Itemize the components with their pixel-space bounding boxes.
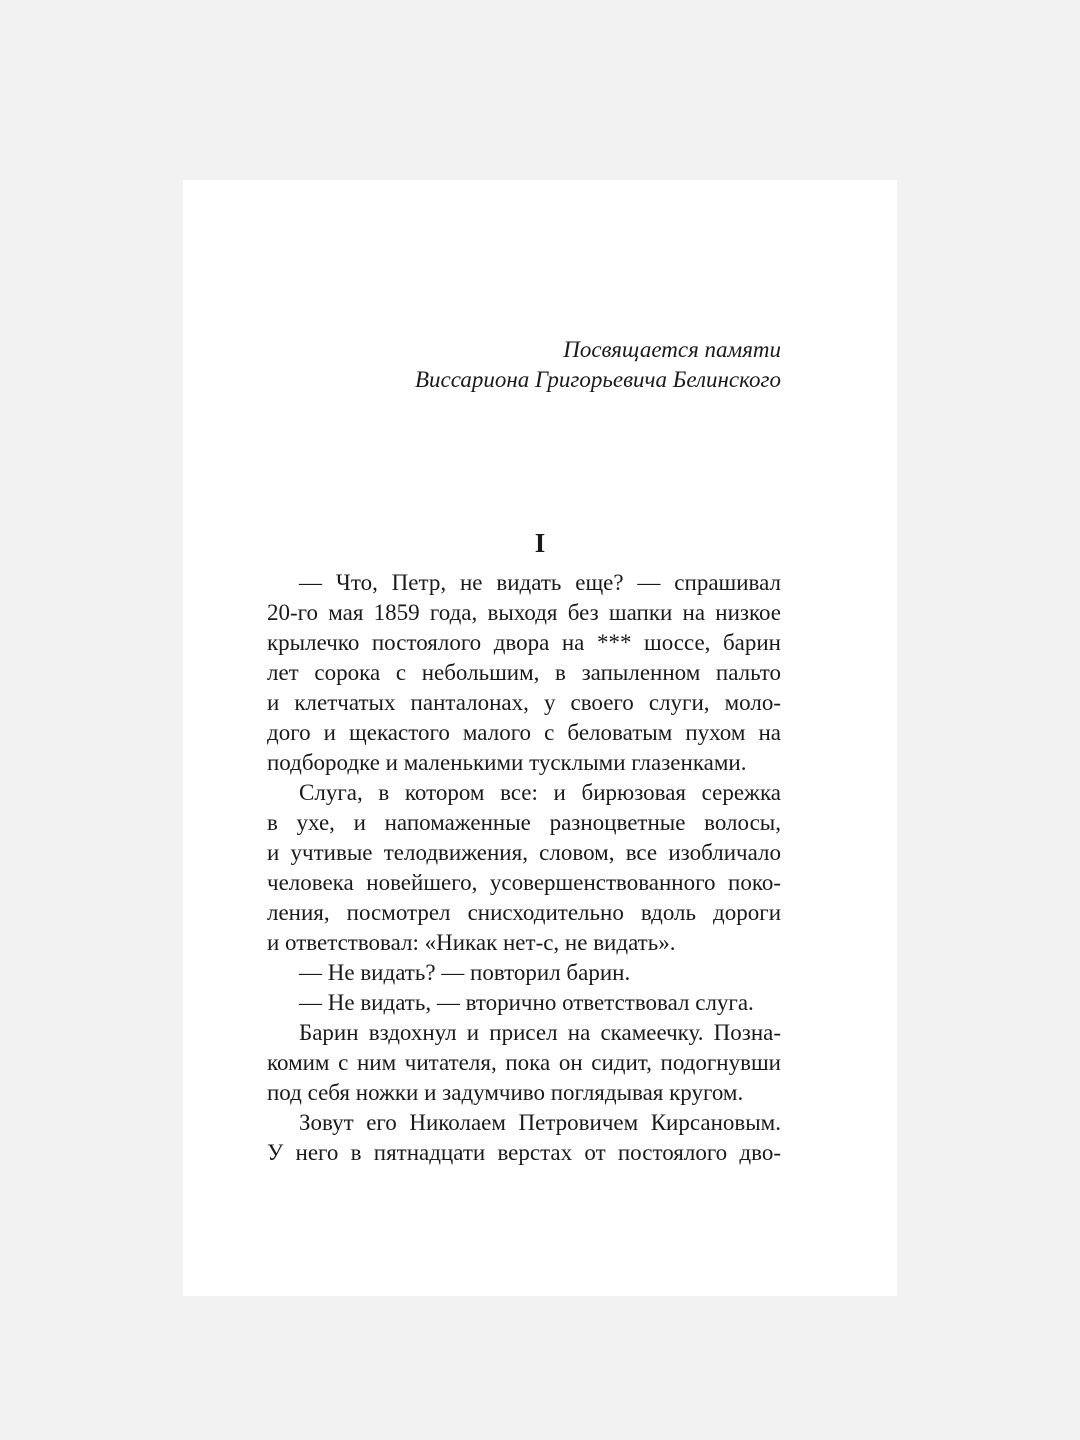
text-line: 20-го мая 1859 года, выходя без шапки на низкое xyxy=(267,600,781,625)
text-line: Барин вздохнул и присел на скамеечку. Позна- xyxy=(299,1020,781,1045)
text-line: У него в пятнадцати верстах от постоялого дво- xyxy=(267,1140,781,1165)
text-line: — Что, Петр, не видать еще? — спрашивал xyxy=(299,570,781,595)
text-line: и ответствовал: «Никак нет-с, не видать». xyxy=(267,930,676,955)
text-line: ления, посмотрел снисходительно вдоль дороги xyxy=(267,900,781,925)
text-line: крылечко постоялого двора на *** шоссе, барин xyxy=(267,630,781,655)
book-page xyxy=(183,180,897,1296)
text-line: в ухе, и напомаженные разноцветные волосы, xyxy=(267,810,781,835)
dedication-line-2: Виссариона Григорьевича Белинского xyxy=(414,367,781,392)
text-line: комим с ним читателя, пока он сидит, подогнувши xyxy=(267,1050,781,1075)
text-line: лет сорока с небольшим, в запыленном пальто xyxy=(267,660,781,685)
text-line: Зовут его Николаем Петровичем Кирсановым. xyxy=(299,1110,781,1135)
dedication xyxy=(415,335,781,395)
text-line: под себя ножки и задумчиво поглядывая кругом. xyxy=(267,1080,744,1105)
text-line: человека новейшего, усовершенствованного поко- xyxy=(267,870,781,895)
chapter-number: I xyxy=(534,528,546,558)
text-line: — Не видать, — вторично ответствовал слуга. xyxy=(299,990,754,1015)
text-line: — Не видать? — повторил барин. xyxy=(299,960,631,985)
dedication-line-1: Посвящается памяти xyxy=(563,337,781,362)
text-line: и клетчатых панталонах, у своего слуги, моло- xyxy=(267,690,781,715)
text-line: Слуга, в котором все: и бирюзовая сережка xyxy=(299,780,781,805)
text-line: дого и щекастого малого с беловатым пухом на xyxy=(267,720,781,745)
body-text xyxy=(267,568,781,1168)
text-line: подбородке и маленькими тусклыми глазенками. xyxy=(267,750,747,775)
text-line: и учтивые телодвижения, словом, все изобличало xyxy=(267,840,781,865)
